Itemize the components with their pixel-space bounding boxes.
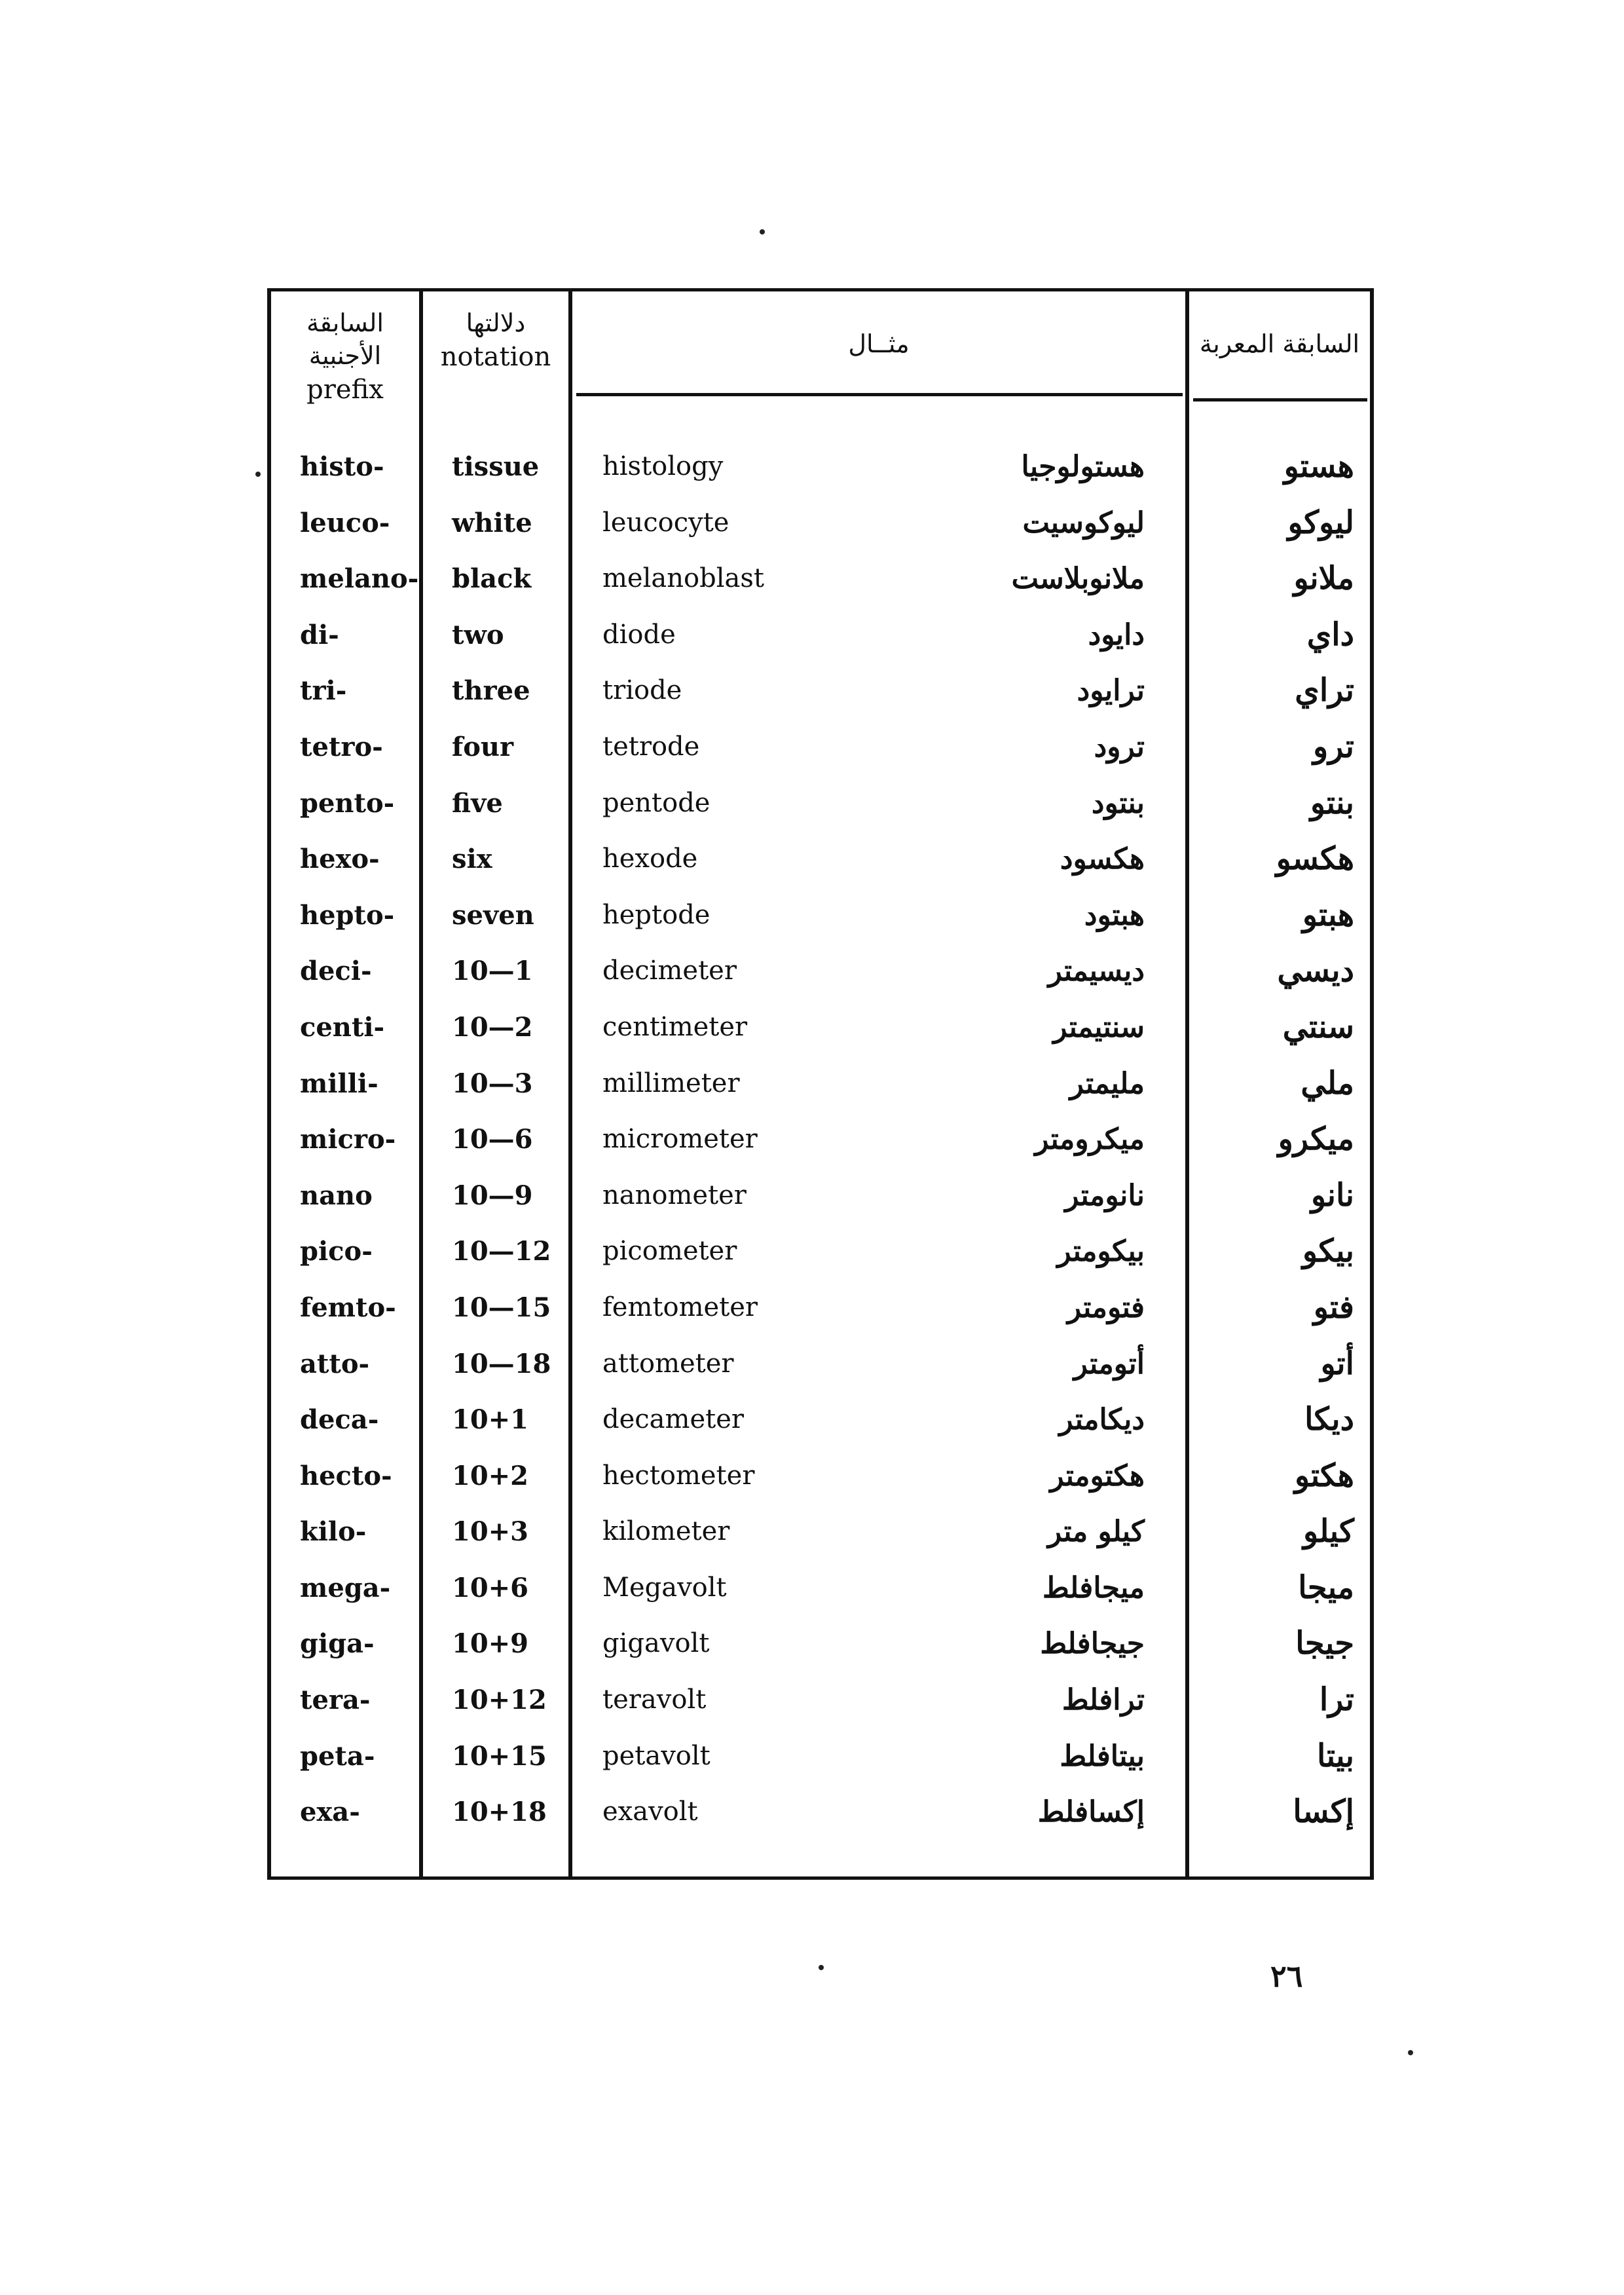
cell-example-english: attometer bbox=[602, 1348, 734, 1379]
cell-example-arabic: هكتومتر bbox=[1050, 1459, 1145, 1493]
cell-example-arabic: ملانوبلاست bbox=[1011, 562, 1145, 596]
cell-notation: 10—3 bbox=[452, 1068, 533, 1099]
cell-prefix: deci- bbox=[300, 956, 372, 987]
table-row bbox=[267, 1392, 1374, 1448]
cell-prefix: mega- bbox=[300, 1572, 391, 1603]
header-prefix-arabic: السابقة الأجنبية bbox=[306, 308, 384, 370]
cell-example-arabic: ترود bbox=[1094, 730, 1145, 764]
cell-arabic-prefix: بيتا bbox=[1317, 1737, 1354, 1774]
cell-notation: 10—15 bbox=[452, 1292, 551, 1323]
cell-notation: 10+1 bbox=[452, 1404, 529, 1436]
cell-example-arabic: ميجافلط bbox=[1042, 1571, 1145, 1605]
cell-notation: 10—2 bbox=[452, 1011, 533, 1043]
cell-prefix: deca- bbox=[300, 1404, 379, 1436]
cell-prefix: exa- bbox=[300, 1797, 360, 1828]
table-row bbox=[267, 1168, 1374, 1224]
cell-example-arabic: ميكرومتر bbox=[1035, 1123, 1145, 1157]
cell-arabic-prefix: ترو bbox=[1312, 728, 1354, 765]
cell-notation: six bbox=[452, 844, 492, 875]
cell-example-english: melanoblast bbox=[602, 563, 764, 594]
prefix-table bbox=[267, 288, 1374, 1880]
cell-example-arabic: بيكومتر bbox=[1057, 1235, 1145, 1269]
cell-prefix: centi- bbox=[300, 1011, 385, 1043]
cell-example-arabic: بيتافلط bbox=[1060, 1739, 1145, 1773]
cell-example-english: heptode bbox=[602, 899, 710, 930]
cell-prefix: peta- bbox=[300, 1740, 375, 1772]
cell-notation: 10—12 bbox=[452, 1236, 551, 1267]
table-row bbox=[267, 1448, 1374, 1504]
cell-example-arabic: مليمتر bbox=[1069, 1066, 1145, 1100]
cell-example-english: decimeter bbox=[602, 956, 737, 986]
cell-notation: 10+9 bbox=[452, 1628, 529, 1660]
table-row bbox=[267, 775, 1374, 832]
table-row bbox=[267, 1336, 1374, 1392]
cell-example-english: hexode bbox=[602, 844, 698, 874]
cell-example-english: millimeter bbox=[602, 1068, 740, 1098]
table-bottom-border bbox=[267, 1876, 1374, 1880]
table-row bbox=[267, 943, 1374, 999]
scan-speck bbox=[760, 229, 765, 234]
cell-example-arabic: بنتود bbox=[1091, 786, 1145, 820]
cell-example-english: micrometer bbox=[602, 1124, 758, 1155]
cell-prefix: pico- bbox=[300, 1236, 373, 1267]
cell-example-english: leucocyte bbox=[602, 507, 729, 538]
table-row bbox=[267, 1784, 1374, 1840]
table-row bbox=[267, 999, 1374, 1056]
cell-notation: 10—18 bbox=[452, 1348, 551, 1379]
cell-notation: two bbox=[452, 619, 504, 650]
cell-notation: tissue bbox=[452, 451, 540, 482]
cell-example-arabic: ترايود bbox=[1077, 674, 1145, 708]
cell-prefix: tetro- bbox=[300, 731, 383, 762]
cell-arabic-prefix: ترا bbox=[1319, 1681, 1354, 1719]
cell-example-english: Megavolt bbox=[602, 1572, 727, 1603]
table-row bbox=[267, 1056, 1374, 1112]
cell-notation: 10+2 bbox=[452, 1460, 529, 1491]
header-underline-arabic bbox=[1193, 398, 1367, 401]
table-row bbox=[267, 887, 1374, 944]
scan-speck bbox=[1408, 2050, 1413, 2055]
cell-notation: five bbox=[452, 787, 503, 819]
cell-notation: three bbox=[452, 675, 530, 707]
header-notation bbox=[423, 307, 568, 375]
cell-prefix: atto- bbox=[300, 1348, 370, 1379]
cell-arabic-prefix: ليوكو bbox=[1287, 504, 1354, 541]
cell-example-arabic: أتومتر bbox=[1073, 1347, 1145, 1381]
cell-example-arabic: ديكامتر bbox=[1059, 1403, 1145, 1437]
cell-example-arabic: نانومتر bbox=[1065, 1178, 1145, 1212]
table-row bbox=[267, 719, 1374, 775]
table-body bbox=[267, 439, 1374, 1840]
cell-arabic-prefix: داي bbox=[1306, 616, 1354, 653]
cell-example-english: pentode bbox=[602, 787, 710, 818]
cell-example-arabic: فتومتر bbox=[1067, 1290, 1145, 1324]
cell-prefix: milli- bbox=[300, 1068, 378, 1099]
header-arabic-prefix bbox=[1189, 327, 1370, 360]
cell-example-arabic: ليوكوسيت bbox=[1022, 506, 1145, 540]
cell-arabic-prefix: هستو bbox=[1283, 448, 1354, 485]
cell-prefix: nano bbox=[300, 1180, 373, 1211]
cell-notation: 10—9 bbox=[452, 1180, 533, 1211]
header-arabic-prefix-label: السابقة المعربة bbox=[1199, 329, 1360, 358]
cell-example-english: nanometer bbox=[602, 1180, 747, 1210]
cell-prefix: kilo- bbox=[300, 1516, 367, 1548]
cell-arabic-prefix: جيجا bbox=[1295, 1625, 1354, 1662]
table-row bbox=[267, 1672, 1374, 1728]
cell-example-english: centimeter bbox=[602, 1011, 748, 1042]
cell-prefix: di- bbox=[300, 619, 339, 650]
cell-example-english: histology bbox=[602, 451, 724, 481]
table-row bbox=[267, 1111, 1374, 1168]
table-row bbox=[267, 1504, 1374, 1560]
cell-arabic-prefix: إكسا bbox=[1293, 1793, 1354, 1831]
cell-arabic-prefix: كيلو bbox=[1302, 1513, 1354, 1550]
cell-notation: seven bbox=[452, 899, 534, 931]
cell-example-english: triode bbox=[602, 675, 682, 706]
cell-arabic-prefix: سنتي bbox=[1282, 1008, 1354, 1045]
cell-example-english: kilometer bbox=[602, 1516, 730, 1547]
cell-prefix: melano- bbox=[300, 563, 419, 595]
header-prefix-english: prefix bbox=[306, 375, 384, 405]
scan-speck bbox=[255, 472, 261, 477]
header-example-arabic: مثــال bbox=[848, 329, 910, 358]
cell-arabic-prefix: ميجا bbox=[1298, 1569, 1354, 1606]
page-number: ٢٦ bbox=[1270, 1958, 1303, 1994]
cell-example-english: teravolt bbox=[602, 1685, 707, 1715]
cell-prefix: femto- bbox=[300, 1292, 396, 1323]
table-row bbox=[267, 495, 1374, 551]
cell-example-english: diode bbox=[602, 619, 676, 650]
cell-example-english: femtometer bbox=[602, 1292, 758, 1322]
table-row bbox=[267, 1728, 1374, 1785]
scan-speck bbox=[819, 1965, 824, 1970]
cell-arabic-prefix: هبتو bbox=[1302, 896, 1354, 933]
cell-example-english: tetrode bbox=[602, 731, 700, 762]
cell-arabic-prefix: ميكرو bbox=[1278, 1121, 1354, 1158]
cell-notation: black bbox=[452, 563, 532, 595]
header-example bbox=[572, 327, 1185, 360]
table-row bbox=[267, 607, 1374, 663]
cell-arabic-prefix: تراي bbox=[1295, 672, 1354, 709]
cell-example-english: hectometer bbox=[602, 1460, 755, 1491]
cell-example-arabic: كيلو متر bbox=[1048, 1515, 1145, 1549]
cell-notation: 10+6 bbox=[452, 1572, 529, 1603]
cell-example-arabic: جيجافلط bbox=[1040, 1627, 1145, 1661]
cell-example-arabic: دايود bbox=[1088, 618, 1145, 652]
cell-prefix: tera- bbox=[300, 1685, 371, 1716]
cell-example-english: petavolt bbox=[602, 1740, 710, 1771]
table-top-border bbox=[267, 288, 1374, 291]
header-prefix bbox=[271, 307, 419, 407]
cell-arabic-prefix: فتو bbox=[1313, 1288, 1354, 1326]
cell-arabic-prefix: ديكا bbox=[1304, 1401, 1354, 1438]
cell-arabic-prefix: نانو bbox=[1310, 1176, 1354, 1214]
cell-arabic-prefix: بنتو bbox=[1310, 784, 1354, 821]
cell-notation: 10+18 bbox=[452, 1797, 547, 1828]
cell-example-arabic: هكسود bbox=[1060, 842, 1145, 876]
cell-example-english: decameter bbox=[602, 1404, 744, 1435]
header-underline-example bbox=[576, 393, 1183, 396]
cell-arabic-prefix: هكسو bbox=[1276, 840, 1354, 878]
cell-example-english: exavolt bbox=[602, 1797, 698, 1827]
cell-example-arabic: هبتود bbox=[1084, 898, 1145, 932]
cell-prefix: tri- bbox=[300, 675, 347, 707]
header-notation-english: notation bbox=[440, 342, 551, 372]
cell-prefix: histo- bbox=[300, 451, 384, 482]
cell-notation: white bbox=[452, 507, 532, 538]
cell-arabic-prefix: ملانو bbox=[1293, 560, 1354, 597]
table-row bbox=[267, 439, 1374, 495]
table-row bbox=[267, 1280, 1374, 1336]
cell-arabic-prefix: ملي bbox=[1301, 1064, 1354, 1102]
cell-arabic-prefix: ديسي bbox=[1277, 952, 1354, 990]
table-row bbox=[267, 1223, 1374, 1280]
cell-example-arabic: هستولوجيا bbox=[1021, 450, 1145, 483]
cell-prefix: hecto- bbox=[300, 1460, 392, 1491]
cell-arabic-prefix: هكتو bbox=[1294, 1457, 1354, 1494]
table-row bbox=[267, 831, 1374, 887]
cell-prefix: hepto- bbox=[300, 899, 395, 931]
cell-prefix: micro- bbox=[300, 1124, 396, 1155]
cell-notation: 10+12 bbox=[452, 1685, 547, 1716]
cell-example-arabic: ترافلط bbox=[1061, 1683, 1145, 1717]
cell-prefix: giga- bbox=[300, 1628, 375, 1660]
cell-example-english: picometer bbox=[602, 1236, 737, 1267]
cell-prefix: hexo- bbox=[300, 844, 380, 875]
cell-notation: four bbox=[452, 731, 514, 762]
cell-example-arabic: إكسافلط bbox=[1037, 1795, 1145, 1829]
table-row bbox=[267, 551, 1374, 607]
cell-arabic-prefix: أتو bbox=[1320, 1345, 1354, 1382]
cell-prefix: pento- bbox=[300, 787, 395, 819]
cell-notation: 10+3 bbox=[452, 1516, 529, 1548]
cell-example-arabic: ديسيمتر bbox=[1048, 954, 1145, 988]
cell-example-english: gigavolt bbox=[602, 1628, 710, 1659]
cell-notation: 10—1 bbox=[452, 956, 533, 987]
header-notation-arabic: دلالتها bbox=[466, 308, 526, 337]
table-row bbox=[267, 1560, 1374, 1616]
table-row bbox=[267, 663, 1374, 719]
cell-notation: 10—6 bbox=[452, 1124, 533, 1155]
cell-notation: 10+15 bbox=[452, 1740, 547, 1772]
table-row bbox=[267, 1616, 1374, 1672]
cell-arabic-prefix: بيكو bbox=[1302, 1233, 1354, 1270]
cell-prefix: leuco- bbox=[300, 507, 390, 538]
cell-example-arabic: سنتيمتر bbox=[1053, 1010, 1145, 1044]
